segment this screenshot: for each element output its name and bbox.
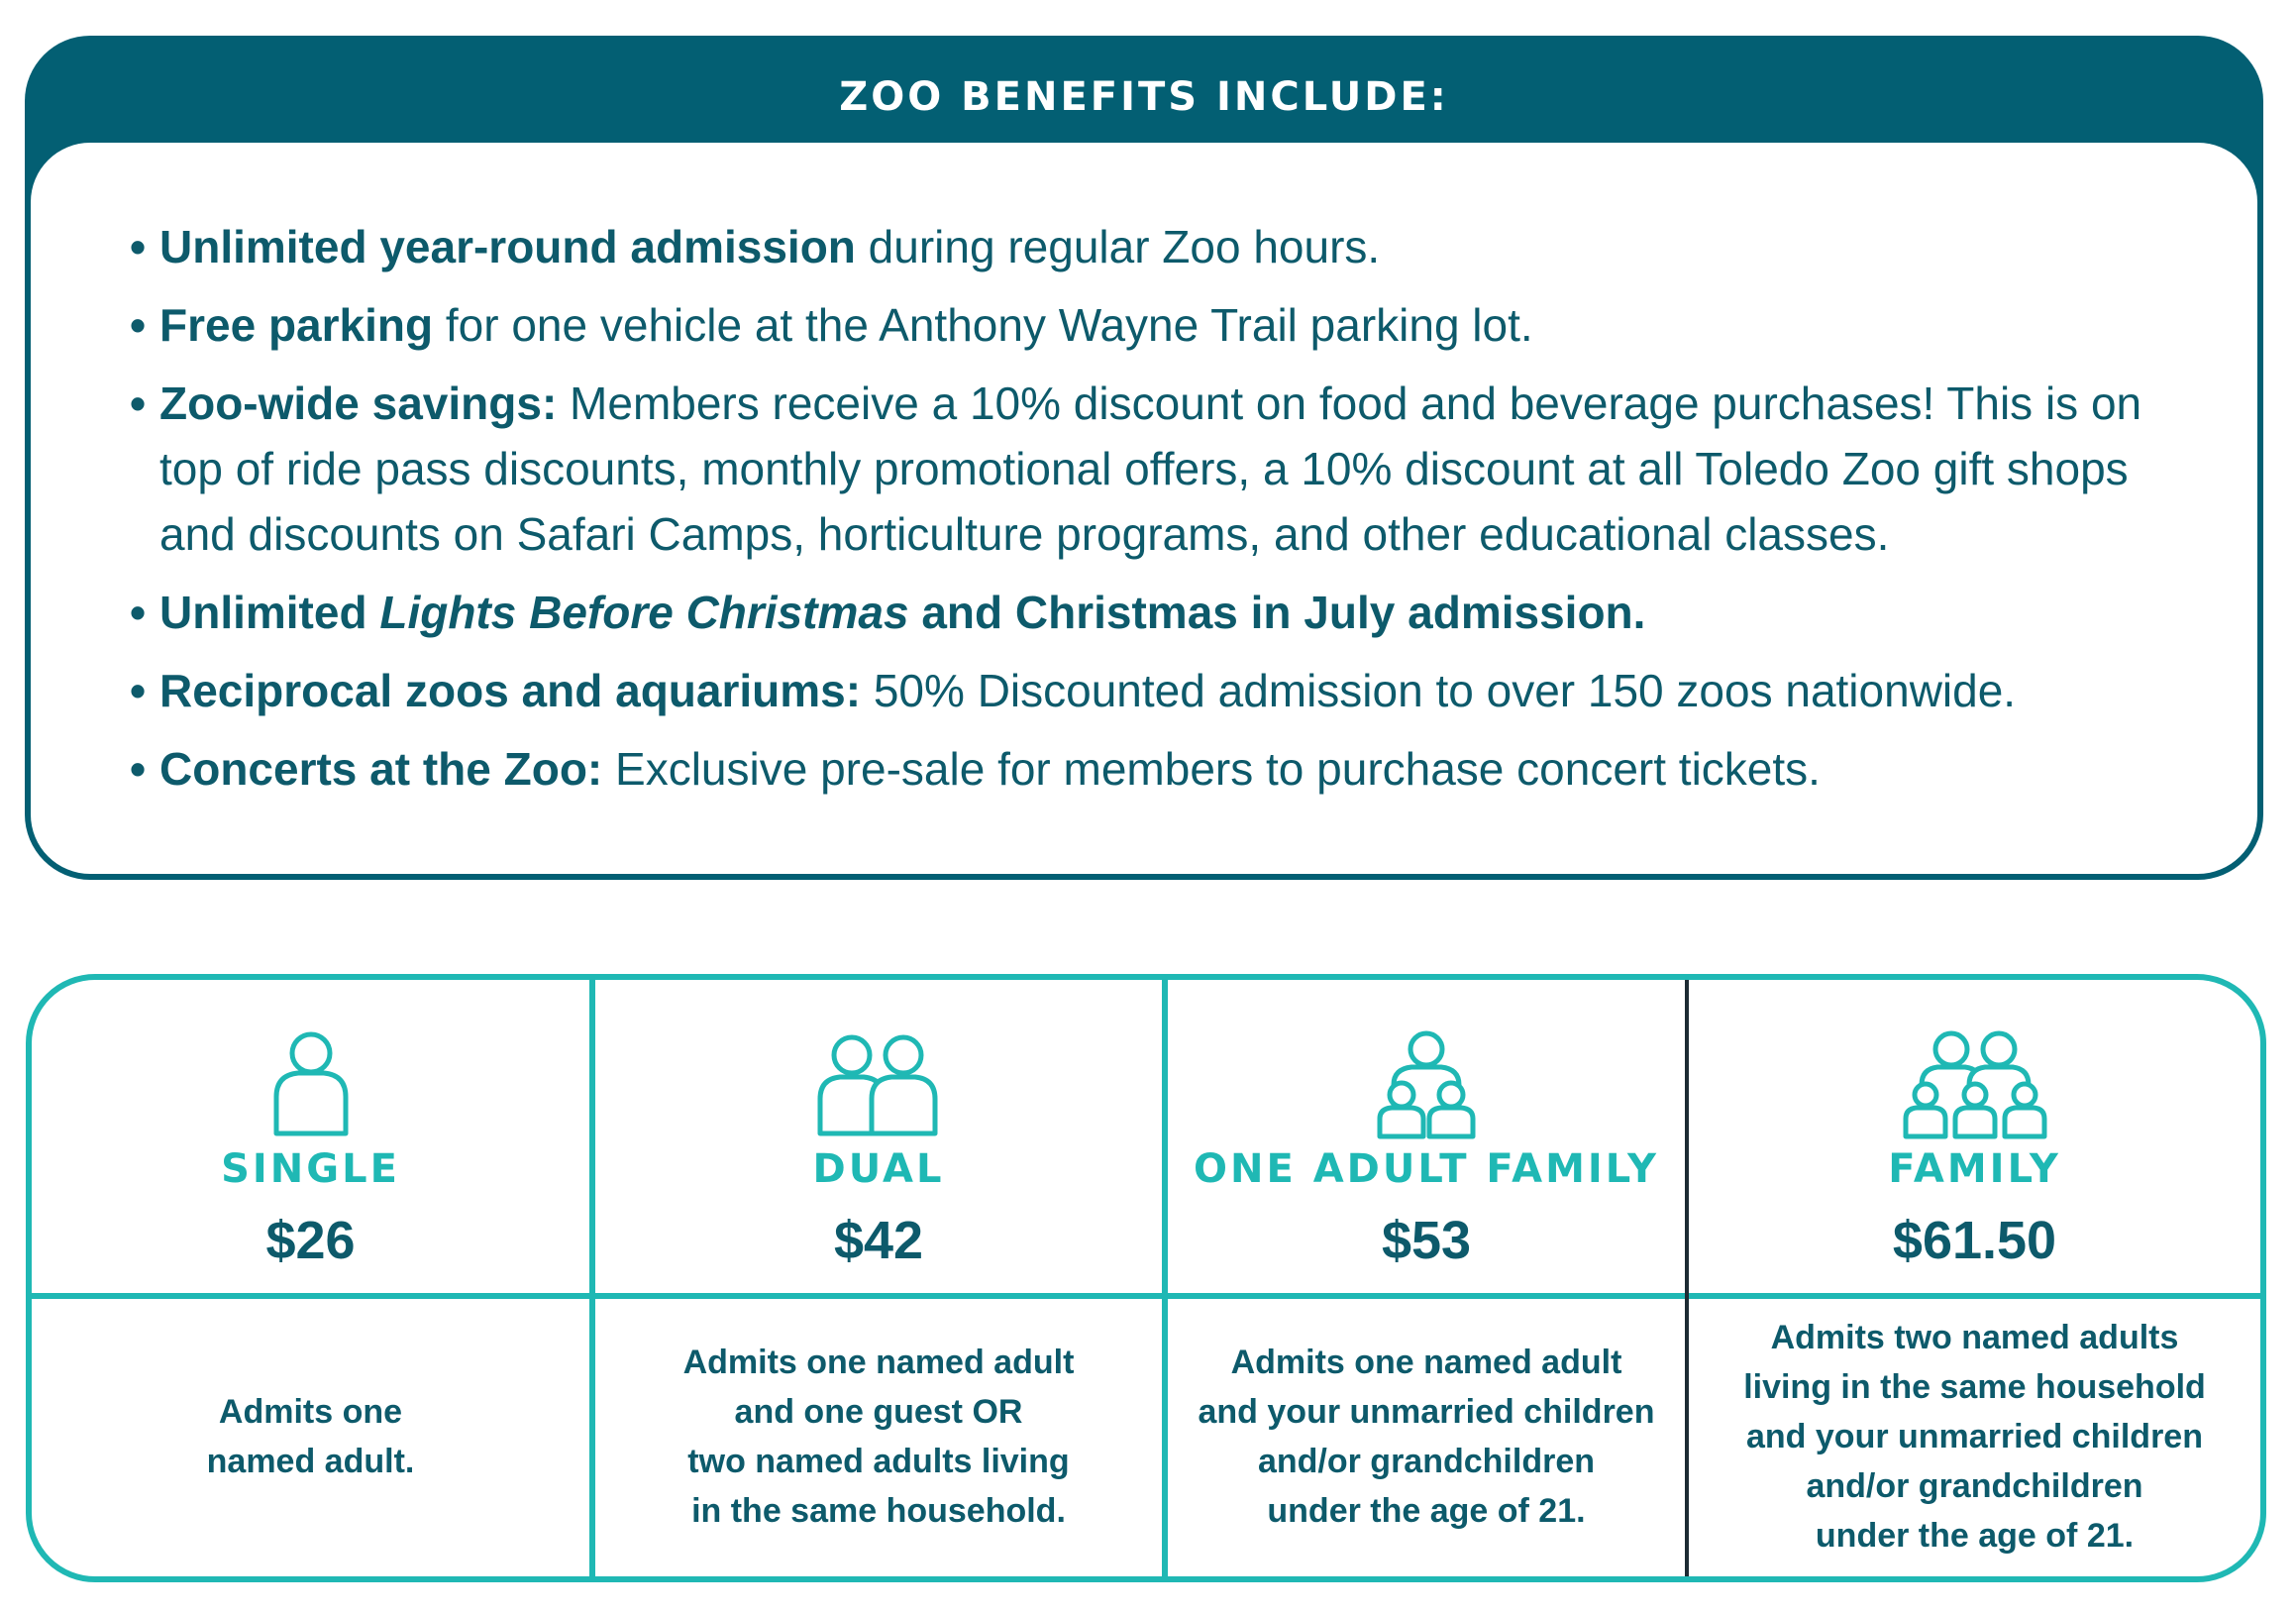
tier-name: FAMILY (1888, 1146, 2061, 1192)
benefit-heading: Free parking (159, 299, 434, 351)
tier-name: DUAL (812, 1146, 945, 1192)
table-column-divider (589, 980, 595, 1576)
benefits-title: ZOO BENEFITS INCLUDE: (839, 74, 1449, 120)
benefit-item-parking (130, 292, 2198, 358)
tier-price: $26 (265, 1211, 356, 1270)
tier-description: Admits one named adult and one guest OR two named adults living in the same household. (682, 1344, 1075, 1530)
single-person-icon (266, 1029, 356, 1138)
table-row-divider (32, 1293, 2260, 1299)
tier-header (1168, 980, 1685, 1292)
benefit-event-name: Lights Before Christmas (379, 587, 909, 638)
tier-one-adult-family (1168, 980, 1685, 1576)
tier-price: $42 (833, 1211, 924, 1270)
tier-price: $61.50 (1892, 1211, 2057, 1270)
tier-name: ONE ADULT FAMILY (1193, 1146, 1660, 1192)
tier-price: $53 (1381, 1211, 1472, 1270)
benefit-heading: Concerts at the Zoo: (159, 743, 603, 795)
benefit-heading: Unlimited (159, 587, 380, 638)
tier-description: Admits one named adult and your unmarried children and/or grandchildren under the age of 21. (1198, 1344, 1655, 1530)
one-adult-family-icon (1372, 1029, 1481, 1140)
bullet: • (130, 743, 147, 795)
bullet: • (130, 377, 147, 429)
tier-description: Admits one named adult. (206, 1393, 415, 1480)
tier-header (595, 980, 1162, 1292)
benefit-text: 50% Discounted admission to over 150 zoos nationwide. (861, 665, 2017, 716)
benefit-item-admission (130, 214, 2198, 279)
benefit-text: Members receive a 10% discount on food and beverage purchases! This is on top of ride pass discounts, monthly promotional offers, a 10% discount at all Toledo Zoo gift shops and discounts on Safari Camps, horticulture programs, and other educational classes. (159, 377, 2142, 560)
benefit-heading: Zoo-wide savings: (159, 377, 558, 429)
benefit-heading: Reciprocal zoos and aquariums: (159, 665, 862, 716)
bullet: • (130, 587, 147, 638)
benefit-heading-continued: and Christmas in July admission. (908, 587, 1646, 638)
table-column-divider (1162, 980, 1168, 1576)
tier-header (32, 980, 589, 1292)
two-people-icon (814, 1029, 943, 1138)
tier-dual (595, 980, 1162, 1576)
benefits-panel (25, 36, 2263, 880)
benefit-item-savings (130, 371, 2198, 567)
membership-pricing-table (26, 974, 2266, 1582)
bullet: • (130, 665, 147, 716)
bullet: • (130, 221, 147, 272)
benefit-text: Exclusive pre-sale for members to purchase concert tickets. (602, 743, 1821, 795)
tier-description: Admits two named adults living in the same household and your unmarried children and/or grandchildren under the age of 21. (1743, 1319, 2206, 1555)
benefit-item-lights (130, 580, 2198, 645)
table-column-divider (1685, 980, 1689, 1576)
tier-family (1689, 980, 2260, 1576)
tier-single (32, 980, 589, 1576)
family-icon (1896, 1029, 2054, 1140)
benefit-heading: Unlimited year-round admission (159, 221, 856, 272)
benefits-list (31, 143, 2257, 874)
benefit-item-reciprocal (130, 658, 2198, 723)
bullet: • (130, 299, 147, 351)
benefit-item-concerts (130, 736, 2198, 802)
tier-header (1689, 980, 2260, 1292)
tier-name: SINGLE (221, 1146, 400, 1192)
benefit-text: for one vehicle at the Anthony Wayne Trail parking lot. (433, 299, 1533, 351)
benefit-text: during regular Zoo hours. (855, 221, 1381, 272)
